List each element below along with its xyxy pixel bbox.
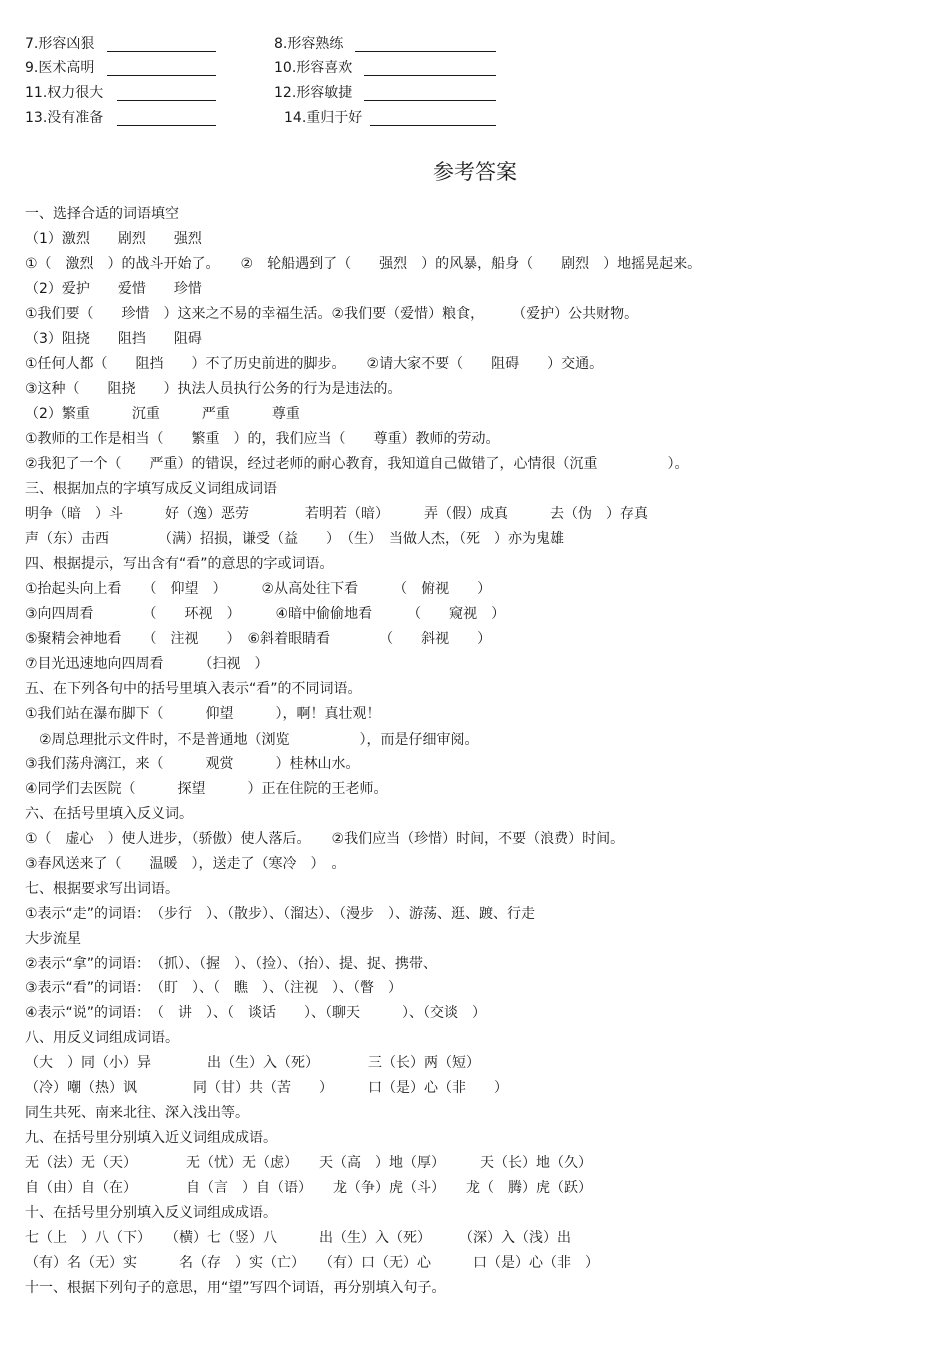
answer-line: ①我们站在瀑布脚下（ 仰望 ），啊！真壮观！ bbox=[25, 706, 381, 722]
answer-line: ①表示“走”的词语： （步行 ）、（散步）、（溜达）、（漫步 ）、游荡、逛、踱、行走 bbox=[25, 906, 536, 922]
item-label: 10.形容喜欢 bbox=[274, 60, 353, 76]
answer-line: 七（上 ）八（下） （横）七（竖）八 出（生）入（死） （深）入（浅）出 bbox=[25, 1230, 571, 1246]
section-heading: 六、在括号里填入反义词。 bbox=[25, 806, 193, 822]
answer-line: 大步流星 bbox=[25, 931, 81, 947]
answer-line: ④表示“说”的词语： （ 讲 ）、（ 谈话 ）、（聊天 ）、（交谈 ） bbox=[25, 1005, 487, 1021]
section-heading: 五、在下列各句中的括号里填入表示“看”的不同词语。 bbox=[25, 681, 362, 697]
answer-line: ①任何人都（ 阻挡 ）不了历史前进的脚步。 ②请大家不要（ 阻碍 ）交通。 bbox=[25, 356, 604, 372]
answer-line: （大 ）同（小）异 出（生）入（死） 三（长）两（短） bbox=[25, 1055, 480, 1071]
answer-line: ①教师的工作是相当（ 繁重 ）的，我们应当（ 尊重）教师的劳动。 bbox=[25, 431, 500, 447]
word-options: （2）繁重 沉重 严重 尊重 bbox=[25, 406, 300, 422]
answer-line: ③春风送来了（ 温暖 ），送走了（寒冷 ） 。 bbox=[25, 856, 346, 872]
section-heading: 八、用反义词组成词语。 bbox=[25, 1030, 179, 1046]
answer-line: 明争（暗 ）斗 好（逸）恶劳 若明若（暗） 弄（假）成真 去（伪 ）存真 bbox=[25, 506, 648, 522]
section-heading: 十、在括号里分别填入反义词组成成语。 bbox=[25, 1205, 277, 1221]
answer-blank[interactable] bbox=[117, 100, 216, 101]
section-heading: 三、根据加点的字填写成反义词组成词语 bbox=[25, 481, 277, 497]
answer-line: ⑦目光迅速地向四周看 （扫视 ） bbox=[25, 656, 269, 672]
answer-line: ②表示“拿”的词语： （抓）、（握 ）、（捡）、（抬）、提、捉、携带、 bbox=[25, 956, 438, 972]
answer-line: 无（法）无（天） 无（忧）无（虑） 天（高 ）地（厚） 天（长）地（久） bbox=[25, 1155, 592, 1171]
answer-line: ②我犯了一个（ 严重）的错误，经过老师的耐心教育，我知道自己做错了，心情很（沉重 ）。 bbox=[25, 456, 689, 472]
answer-blank[interactable] bbox=[364, 100, 496, 101]
answer-line: ②周总理批示文件时，不是普通地（浏览 ），而是仔细审阅。 bbox=[25, 732, 479, 748]
answer-line: ③我们荡舟漓江，来（ 观赏 ）桂林山水。 bbox=[25, 756, 360, 772]
answer-line: ①（ 虚心 ）使人进步，（骄傲）使人落后。 ②我们应当（珍惜）时间，不要（浪费）时间。 bbox=[25, 831, 625, 847]
answer-line: ①（ 激烈 ）的战斗开始了。 ② 轮船遇到了（ 强烈 ）的风暴，船身（ 剧烈 ）地摇晃起来。 bbox=[25, 256, 702, 272]
section-heading: 七、根据要求写出词语。 bbox=[25, 881, 179, 897]
answer-title: 参考答案 bbox=[433, 160, 517, 184]
item-label: 9.医术高明 bbox=[25, 60, 95, 76]
answer-line: ⑤聚精会神地看 （ 注视 ） ⑥斜着眼睛看 （ 斜视 ） bbox=[25, 631, 492, 647]
answer-line: （有）名（无）实 名（存 ）实（亡） （有）口（无）心 口（是）心（非 ） bbox=[25, 1255, 599, 1271]
item-label: 11.权力很大 bbox=[25, 85, 104, 101]
word-options: （2）爱护 爱惜 珍惜 bbox=[25, 281, 202, 297]
section-heading: 十一、根据下列句子的意思，用“望”写四个词语，再分别填入句子。 bbox=[25, 1280, 446, 1296]
item-label: 13.没有准备 bbox=[25, 110, 104, 126]
answer-line: 声（东）击西 （满）招损，谦受（益 ） （生） 当做人杰，（死 ）亦为鬼雄 bbox=[25, 531, 564, 547]
section-heading: 九、在括号里分别填入近义词组成成语。 bbox=[25, 1130, 277, 1146]
answer-line: ③这种（ 阻挠 ）执法人员执行公务的行为是违法的。 bbox=[25, 381, 402, 397]
answer-line: 同生共死、南来北往、深入浅出等。 bbox=[25, 1105, 249, 1121]
answer-line: 自（由）自（在） 自（言 ）自（语） 龙（争）虎（斗） 龙（ 腾）虎（跃） bbox=[25, 1180, 592, 1196]
item-label: 7.形容凶狠 bbox=[25, 36, 95, 52]
section-heading: 一、选择合适的词语填空 bbox=[25, 206, 179, 222]
item-label: 8.形容熟练 bbox=[274, 36, 344, 52]
answer-line: ③向四周看 （ 环视 ） ④暗中偷偷地看 （ 窥视 ） bbox=[25, 606, 506, 622]
answer-blank[interactable] bbox=[364, 75, 496, 76]
answer-blank[interactable] bbox=[107, 51, 216, 52]
section-heading: 四、根据提示，写出含有“看”的意思的字或词语。 bbox=[25, 556, 334, 572]
answer-blank[interactable] bbox=[355, 51, 496, 52]
answer-line: ①抬起头向上看 （ 仰望 ） ②从高处往下看 （ 俯视 ） bbox=[25, 581, 492, 597]
answer-line: ③表示“看”的词语： （盯 ）、（ 瞧 ）、（注视 ）、（瞥 ） bbox=[25, 980, 403, 996]
answer-line: ④同学们去医院（ 探望 ）正在住院的王老师。 bbox=[25, 781, 388, 797]
answer-blank[interactable] bbox=[107, 75, 216, 76]
item-label: 12.形容敏捷 bbox=[274, 85, 353, 101]
word-options: （1）激烈 剧烈 强烈 bbox=[25, 231, 202, 247]
answer-line: ①我们要（ 珍惜 ）这来之不易的幸福生活。②我们要（爱惜）粮食， （爱护）公共财物。 bbox=[25, 306, 639, 322]
answer-line: （冷）嘲（热）讽 同（甘）共（苦 ） 口（是）心（非 ） bbox=[25, 1080, 508, 1096]
word-options: （3）阻挠 阻挡 阻碍 bbox=[25, 331, 202, 347]
item-label: 14.重归于好 bbox=[284, 110, 363, 126]
answer-blank[interactable] bbox=[117, 125, 216, 126]
answer-blank[interactable] bbox=[370, 125, 496, 126]
